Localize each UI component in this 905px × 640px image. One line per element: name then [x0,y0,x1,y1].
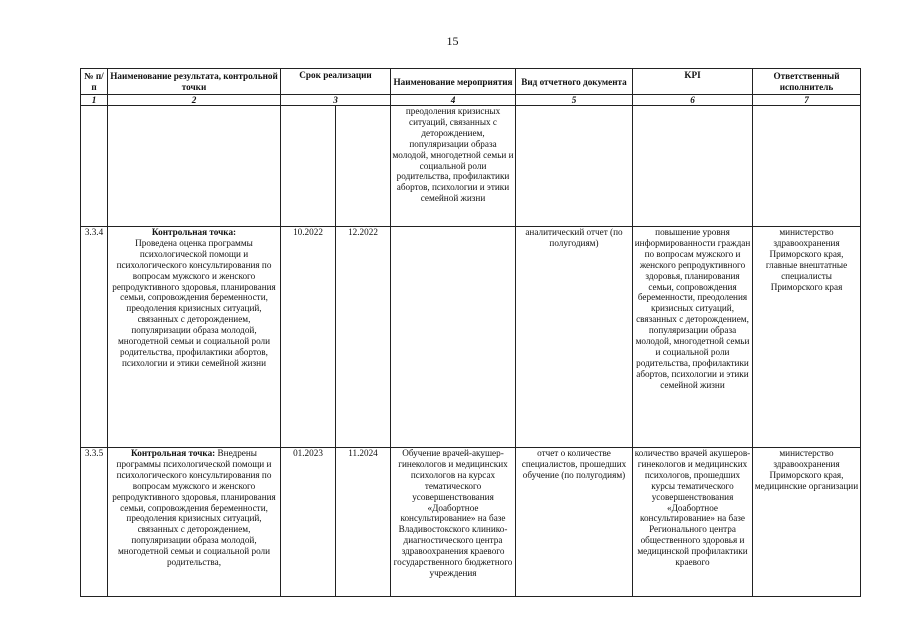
result-text: Проведена оценка программы психологической помощи и психологического консультирования по вопросам мужского и женского репродуктивного здоровья, планирования семьи, сопровождения беременности, преодоления кризисных ситуаций, связанных с деторождением, популяризации образа молодой, многодетной семьи и социальной роли родительства, профилактики абортов, психологии и этики семейной жизни [112,237,276,368]
start-date: 01.2023 [281,448,336,597]
column-number: 7 [753,95,861,106]
table-row [81,227,861,448]
column-number: 3 [281,95,391,106]
header-kpi: KPI [633,69,753,95]
header-row [81,69,861,95]
control-point-label: Контрольная точка: [131,448,216,458]
responsible-cell: министерство здравоохранения Приморского края, медицинские организации [753,448,861,597]
table-row [81,106,861,227]
header-num: № п/п [81,69,108,95]
header-term: Срок реализации [281,69,391,95]
column-number: 5 [516,95,633,106]
responsible-cell: министерство здравоохранения Приморского края, главные внештатные специалисты Приморского края [753,227,861,448]
activity-cell: Обучение врачей-акушер-гинекологов и медицинских психологов на курсах тематического усовершенствования «Доабортное консультирование» на базе Владивостокского клинико-диагностического центра здравоохранения краевого государственного бюджетного учреждения [391,448,516,597]
start-date: 10.2022 [281,227,336,448]
activity-cell: преодоления кризисных ситуаций, связанных с деторождением, популяризации образа молодой, многодетной семьи и социальной роли родительства, профилактики абортов, психологии и этики семейной жизни [391,106,516,227]
column-number: 2 [108,95,281,106]
kpi-cell [633,106,753,227]
header-responsible: Ответственный исполнитель [753,69,861,95]
kpi-cell: повышение уровня информированности граждан по вопросам мужского и женского репродуктивного здоровья, планирования семьи, сопровождения беременности, преодоления кризисных ситуаций, связанных с деторождением, популяризации образа молодой, многодетной семьи и социальной роли родительства, профилактики абортов, психологии и этики семейной жизни [633,227,753,448]
header-report: Вид отчетного документа [516,69,633,95]
report-cell: отчет о количестве специалистов, прошедших обучение (по полугодиям) [516,448,633,597]
report-cell [516,106,633,227]
result-text: Внедрены программы психологической помощи и психологического консультирования по вопросам мужского и женского репродуктивного здоровья, планирования семьи, сопровождения беременности, преодоления кризисных ситуаций, связанных с деторождением, популяризации образа молодой, многодетной семьи и социальной роли родительства, [112,448,276,568]
report-cell: аналитический отчет (по полугодиям) [516,227,633,448]
column-number-row [81,95,861,106]
row-number: 3.3.5 [81,448,108,597]
row-number [81,106,108,227]
column-number: 4 [391,95,516,106]
control-point-label: Контрольная точка: [151,227,237,237]
column-number: 6 [633,95,753,106]
header-result: Наименование результата, контрольной точки [108,69,281,95]
start-date [281,106,336,227]
table-row [81,448,861,597]
header-activity: Наименование мероприятия [391,69,516,95]
end-date: 12.2022 [336,227,391,448]
result-cell [108,106,281,227]
responsible-cell [753,106,861,227]
end-date [336,106,391,227]
result-cell [108,448,281,597]
kpi-cell: количество врачей акушеров-гинекологов и медицинских психологов, прошедших курсы тематического усовершенствования «Доабортное консультирование» на базе Регионального центра общественного здоровья и медицинской профилактики краевого [633,448,753,597]
result-cell [108,227,281,448]
activity-cell [391,227,516,448]
plan-table [80,68,861,597]
column-number: 1 [81,95,108,106]
row-number: 3.3.4 [81,227,108,448]
end-date: 11.2024 [336,448,391,597]
page-number: 15 [446,34,459,48]
